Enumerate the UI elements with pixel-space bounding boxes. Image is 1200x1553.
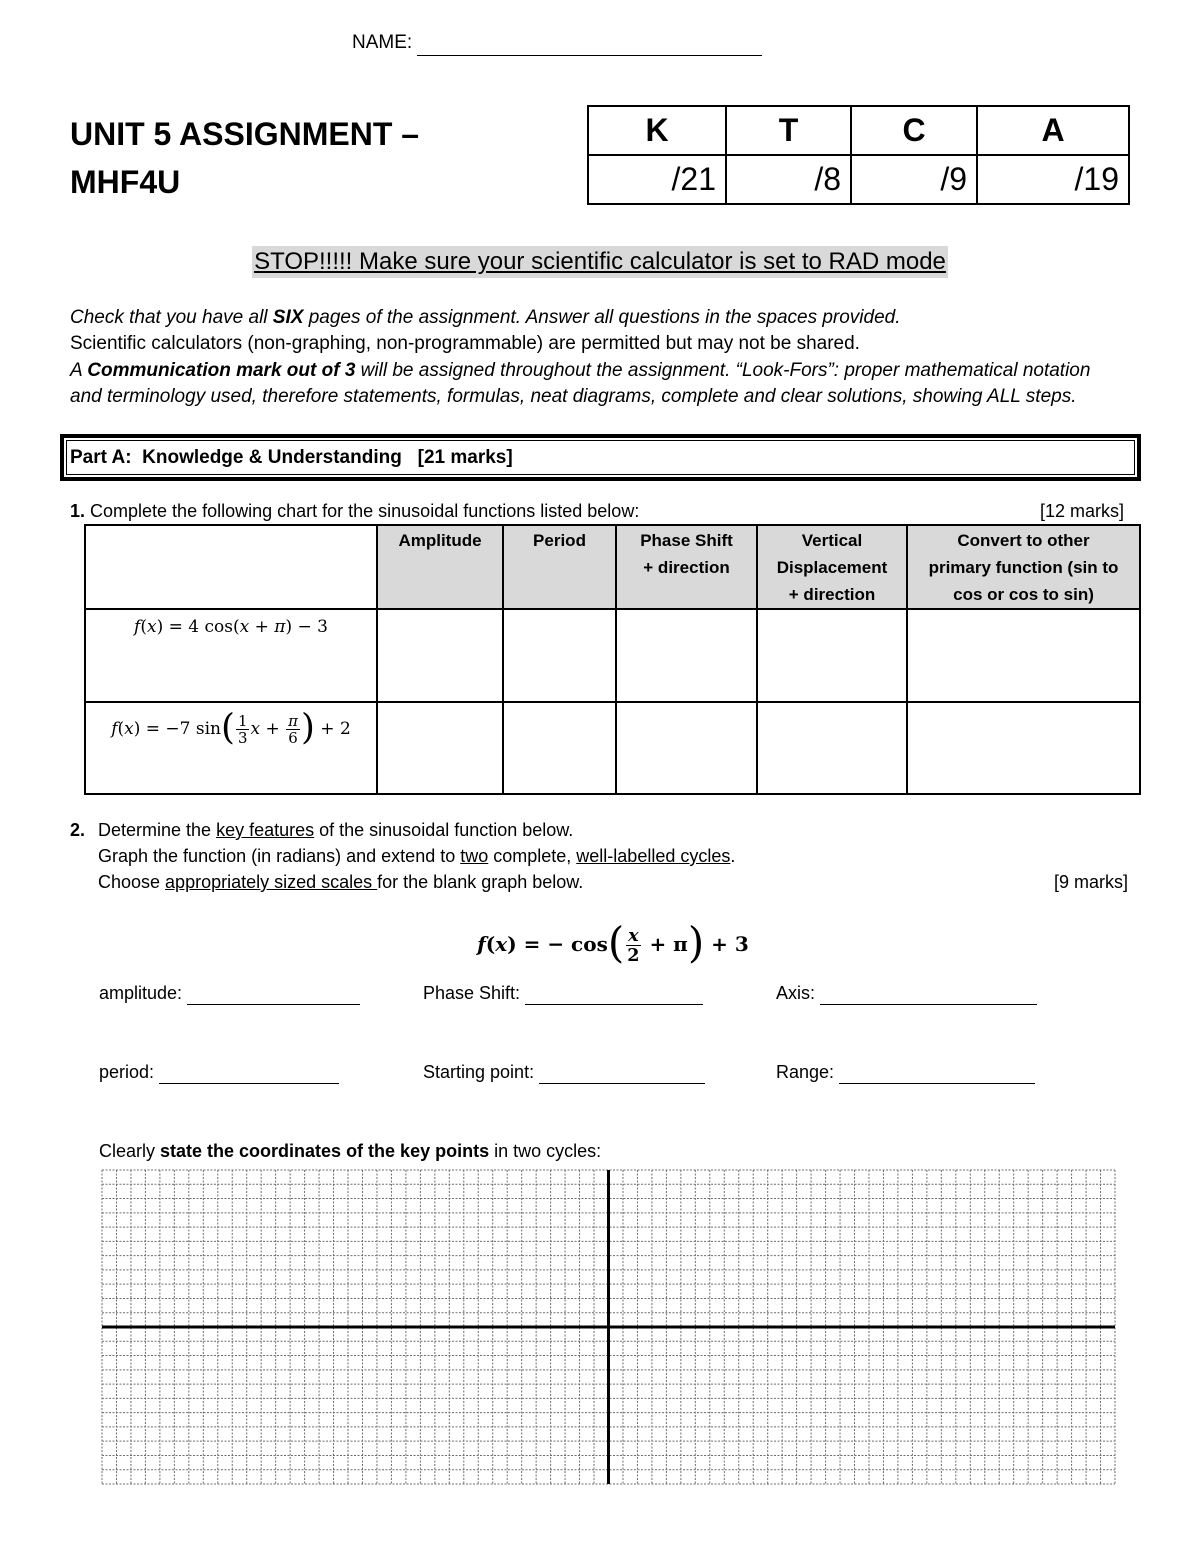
math-part: f xyxy=(477,932,486,956)
range-field xyxy=(776,1060,1035,1084)
underlined-text: appropriately sized scales xyxy=(165,872,378,892)
answer-cell-phase-shift xyxy=(616,702,757,794)
phase-shift-field xyxy=(423,981,703,1005)
chart-header-period xyxy=(503,525,616,609)
math-part: x xyxy=(250,719,261,739)
fraction-denominator: 6 xyxy=(288,729,298,747)
math-part: + π xyxy=(642,932,688,956)
question-1-text: Complete the following chart for the sinusoidal functions listed below: xyxy=(85,501,640,521)
range-label: Range: xyxy=(776,1062,835,1082)
math-part: ( xyxy=(117,719,125,739)
underlined-text: two xyxy=(460,846,489,866)
instruction-line-1-c: pages of the assignment. Answer all questions in the spaces provided. xyxy=(303,307,901,328)
question-2-function xyxy=(26,918,1200,970)
question-1-number: 1. xyxy=(70,501,86,521)
chart-header-amplitude xyxy=(377,525,503,609)
phase-shift-blank xyxy=(525,985,703,1005)
fraction-numerator: x xyxy=(628,924,639,946)
fraction-denominator: 3 xyxy=(237,729,248,747)
math-part: x xyxy=(239,617,250,637)
math-part: ) − 3 xyxy=(285,617,328,637)
period-label: period: xyxy=(99,1062,155,1082)
big-close-paren: ) xyxy=(300,706,315,748)
answer-cell-period xyxy=(503,702,616,794)
fraction-one-third xyxy=(236,713,250,747)
part-a-heading-box xyxy=(60,434,1141,481)
sinusoidal-chart-table xyxy=(84,524,1141,795)
fraction-numerator: π xyxy=(288,711,298,730)
marks-total-k: /21 xyxy=(588,155,726,204)
fraction-pi-sixth xyxy=(286,713,300,747)
text-part: Graph the function (in radians) and extend to xyxy=(98,846,461,866)
rad-mode-notice-text: STOP!!!!! Make sure your scientific calculator is set to RAD mode xyxy=(252,246,948,278)
math-part: f xyxy=(111,719,118,739)
question-1-prompt xyxy=(70,498,1124,524)
answer-cell-phase-shift xyxy=(616,609,757,702)
chart-header-phase-shift xyxy=(616,525,757,609)
math-part: f xyxy=(134,617,141,637)
header-line: Vertical xyxy=(801,531,863,550)
math-part: + xyxy=(260,719,286,739)
chart-header-blank-cell xyxy=(85,525,377,609)
bold-text: state the coordinates of the key points xyxy=(160,1141,490,1161)
period-field xyxy=(99,1060,339,1084)
instruction-line-1-bold: SIX xyxy=(272,307,304,328)
table-row xyxy=(85,609,1140,702)
header-line: primary function (sin to xyxy=(928,558,1119,577)
period-blank xyxy=(159,1064,339,1084)
function-cell-2 xyxy=(85,702,377,794)
starting-point-blank xyxy=(539,1064,705,1084)
question-2-line-3 xyxy=(98,869,1128,895)
function-cell-1 xyxy=(85,609,377,702)
name-label: NAME: xyxy=(352,32,413,53)
big-open-paren: ( xyxy=(221,706,235,748)
header-line: Period xyxy=(533,531,586,550)
table-row xyxy=(85,702,1140,794)
axis-label: Axis: xyxy=(776,983,816,1003)
math-part: ) = − cos xyxy=(507,932,608,956)
math-part: ( xyxy=(485,932,496,956)
chart-header-convert-function xyxy=(907,525,1140,609)
fraction-denominator: 2 xyxy=(627,945,640,966)
range-blank xyxy=(839,1064,1035,1084)
text-part: Choose xyxy=(98,872,166,892)
answer-cell-convert xyxy=(907,702,1140,794)
header-line: + direction xyxy=(788,585,876,604)
chart-header-row xyxy=(85,525,1140,609)
phase-shift-label: Phase Shift: xyxy=(423,983,521,1003)
question-2-marks: [9 marks] xyxy=(1053,872,1128,892)
marks-total-c: /9 xyxy=(851,155,977,204)
math-part: ) = 4 cos( xyxy=(156,617,240,637)
text-part: Determine the xyxy=(98,820,217,840)
big-close-paren: ) xyxy=(687,918,705,968)
instruction-line-3 xyxy=(70,358,1090,384)
instruction-line-1 xyxy=(70,305,1090,331)
math-part: π xyxy=(274,617,286,637)
text-part: in two cycles: xyxy=(489,1141,602,1161)
instruction-line-4: and terminology used, therefore statements, formulas, neat diagrams, complete and clear solutions, showing ALL steps. xyxy=(70,385,1077,407)
instructions xyxy=(70,305,1090,410)
answer-cell-amplitude xyxy=(377,702,503,794)
question-2-prompt xyxy=(70,817,1128,895)
marks-header-a: A xyxy=(977,106,1129,155)
marks-header-c: C xyxy=(851,106,977,155)
text-part: for the blank graph below. xyxy=(377,872,584,892)
underlined-text: well-labelled cycles xyxy=(576,846,731,866)
instruction-line-3-c: will be assigned throughout the assignment. “Look-Fors”: proper mathematical notation xyxy=(355,359,1091,381)
math-part: x xyxy=(495,932,508,956)
math-part: + 2 xyxy=(314,719,351,739)
instruction-line-1-a: Check that you have all xyxy=(70,307,273,328)
text-part: of the sinusoidal function below. xyxy=(314,820,574,840)
text-part: Clearly xyxy=(99,1141,161,1161)
header-line: Amplitude xyxy=(398,531,482,550)
math-part: ) = −7 sin xyxy=(133,719,222,739)
header-line: cos or cos to sin) xyxy=(953,585,1094,604)
text-part: . xyxy=(730,846,736,866)
math-part: x xyxy=(124,719,134,739)
marks-header-t: T xyxy=(726,106,851,155)
marks-total-a: /19 xyxy=(977,155,1129,204)
text-part: complete, xyxy=(488,846,577,866)
question-1-marks: [12 marks] xyxy=(1039,501,1124,521)
instruction-line-3-a: A xyxy=(70,359,88,381)
header-line: Phase Shift xyxy=(640,531,733,550)
underlined-text: key features xyxy=(216,820,315,840)
axis-field xyxy=(776,981,1037,1005)
instruction-line-3-bold: Communication mark out of 3 xyxy=(87,359,356,381)
marks-total-t: /8 xyxy=(726,155,851,204)
name-blank-line xyxy=(417,36,762,56)
answer-cell-vertical-displacement xyxy=(757,609,907,702)
blank-graph-grid xyxy=(102,1170,1115,1484)
answer-cell-convert xyxy=(907,609,1140,702)
amplitude-label: amplitude: xyxy=(99,983,183,1003)
header-line: Convert to other xyxy=(957,531,1090,550)
starting-point-field xyxy=(423,1060,705,1084)
question-2-line-2 xyxy=(98,843,1128,869)
math-part: + xyxy=(249,617,275,637)
axis-blank xyxy=(820,985,1037,1005)
part-a-heading: Part A: Knowledge & Understanding [21 marks] xyxy=(66,440,1135,475)
starting-point-label: Starting point: xyxy=(423,1062,535,1082)
question-2-number: 2. xyxy=(70,820,86,840)
fraction-x-half xyxy=(625,926,641,966)
fraction-numerator: 1 xyxy=(237,711,248,730)
marks-header-k: K xyxy=(588,106,726,155)
math-part: x xyxy=(146,617,157,637)
amplitude-blank xyxy=(187,985,360,1005)
math-part: + 3 xyxy=(704,932,749,956)
instruction-line-2: Scientific calculators (non-graphing, non-programmable) are permitted but may not be shared. xyxy=(70,333,860,355)
marks-totals-row xyxy=(588,155,1129,204)
big-open-paren: ( xyxy=(607,918,625,968)
header-line: + direction xyxy=(643,558,730,577)
answer-cell-period xyxy=(503,609,616,702)
marks-breakdown-table xyxy=(587,105,1130,205)
amplitude-field xyxy=(99,981,360,1005)
title-line-2: MHF4U xyxy=(70,164,181,200)
answer-cell-vertical-displacement xyxy=(757,702,907,794)
rad-mode-notice xyxy=(0,246,1200,278)
title-line-1: UNIT 5 ASSIGNMENT – xyxy=(70,116,420,152)
answer-cell-amplitude xyxy=(377,609,503,702)
assignment-title xyxy=(70,110,419,206)
header-line: Displacement xyxy=(776,558,888,577)
question-2-line-1 xyxy=(98,817,1128,843)
question-2-lines xyxy=(70,817,1128,895)
marks-header-row xyxy=(588,106,1129,155)
math-part: ( xyxy=(140,617,147,637)
chart-header-vertical-displacement xyxy=(757,525,907,609)
key-points-instruction xyxy=(99,1138,601,1164)
name-field xyxy=(352,30,762,56)
